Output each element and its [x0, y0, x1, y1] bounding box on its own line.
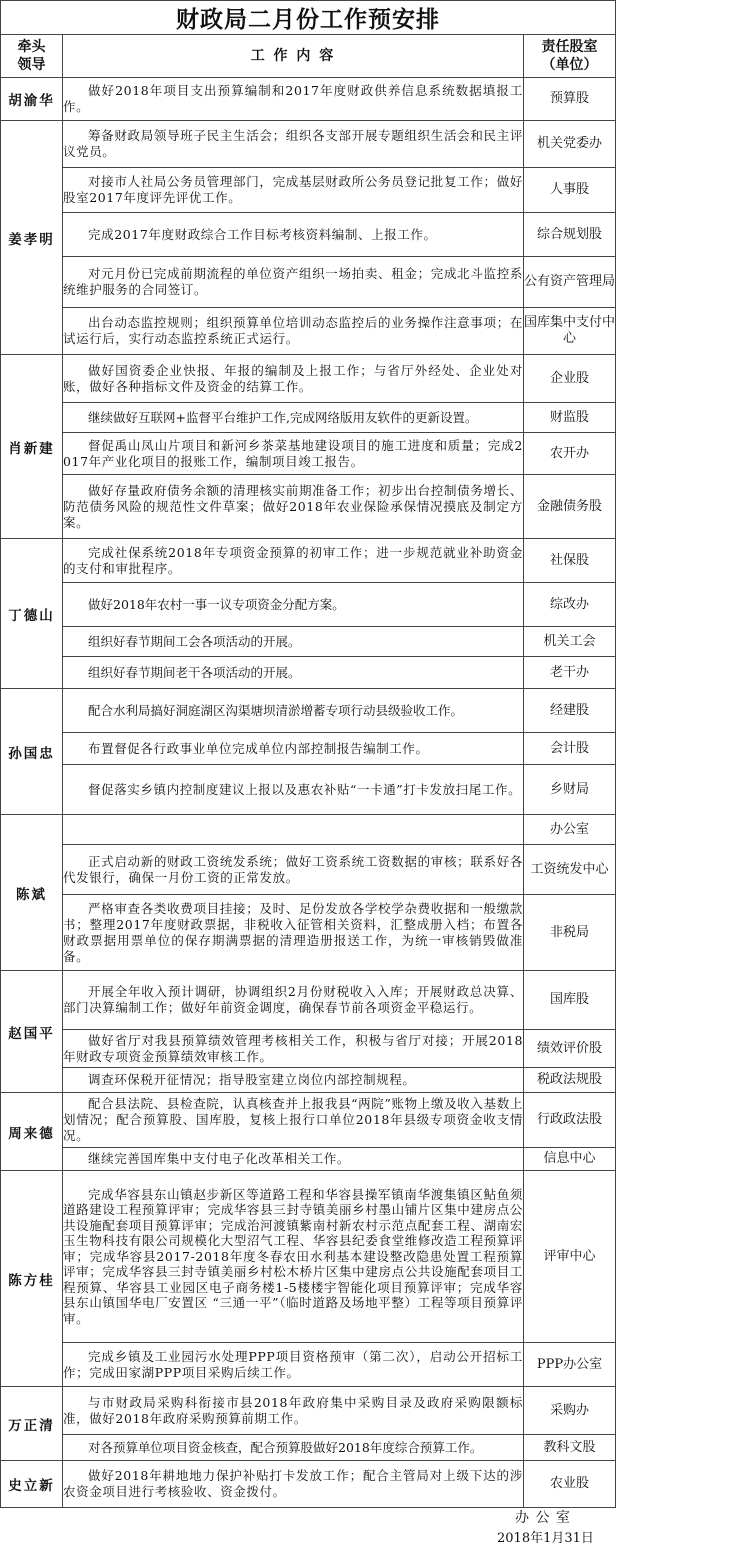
work-content: 继续完善国库集中支付电子化改革相关工作。: [63, 1148, 524, 1171]
responsible-dept: 综改办: [524, 583, 616, 627]
responsible-dept: 农开办: [524, 433, 616, 475]
work-content: 出台动态监控规则；组织预算单位培训动态监控后的业务操作注意事项；在试运行后，实行动态监控系统正式运行。: [63, 308, 524, 355]
footer-date: 2018年1月31日: [497, 1531, 594, 1546]
responsible-dept: 企业股: [524, 355, 616, 403]
table-row: [1, 121, 616, 168]
responsible-dept: 行政政法股: [524, 1093, 616, 1148]
work-content: 做好2018年项目支出预算编制和2017年度财政供养信息系统数据填报工作。: [63, 78, 524, 121]
work-content: 组织好春节期间工会各项活动的开展。: [63, 627, 524, 657]
table-row: [1, 657, 616, 689]
leader-name: 史立新: [1, 1461, 63, 1508]
work-content: 督促落实乡镇内控制度建议上报以及惠农补贴“一卡通”打卡发放扫尾工作。: [63, 765, 524, 815]
work-content: 对接市人社局公务员管理部门，完成基层财政所公务员登记批复工作；做好股室2017年度评先评优工作。: [63, 168, 524, 213]
table-row: [1, 1068, 616, 1093]
header-leader-line1: 牵头: [17, 39, 46, 55]
leader-name: 胡渝华: [1, 78, 63, 121]
work-content: 做好省厅对我县预算绩效管理考核相关工作，积极与省厅对接；开展2018年财政专项资金预算绩效审核工作。: [63, 1030, 524, 1068]
work-content: 对各预算单位项目资金核查，配合预算股做好2018年度综合预算工作。: [63, 1435, 524, 1461]
table-row: [1, 815, 616, 845]
table-row: [1, 733, 616, 765]
table-row: [1, 1343, 616, 1387]
work-content: 继续做好互联网+监督平台维护工作,完成网络版用友软件的更新设置。: [63, 403, 524, 433]
header-leader-line2: 领导: [17, 57, 46, 73]
title-row: [1, 1, 616, 35]
table-row: [1, 627, 616, 657]
leader-name: 孙国忠: [1, 689, 63, 815]
responsible-dept: 工资统发中心: [524, 845, 616, 895]
responsible-dept: 预算股: [524, 78, 616, 121]
work-content: 完成2017年度财政综合工作目标考核资料编制、上报工作。: [63, 213, 524, 257]
responsible-dept: 老干办: [524, 657, 616, 689]
leader-name: 陈方桂: [1, 1171, 63, 1387]
table-row: [1, 308, 616, 355]
responsible-dept: 机关工会: [524, 627, 616, 657]
work-content: 对元月份已完成前期流程的单位资产组织一场拍卖、租金；完成北斗监控系统维护服务的合同签订。: [63, 257, 524, 308]
responsible-dept: 税政法规股: [524, 1068, 616, 1093]
responsible-dept: 社保股: [524, 539, 616, 583]
responsible-dept: 信息中心: [524, 1148, 616, 1171]
leader-name: 姜孝明: [1, 121, 63, 355]
header-content: 工 作 内 容: [63, 35, 524, 78]
work-content: 完成华容县东山镇赵步新区等道路工程和华容县操军镇南华渡集镇区鲇鱼须道路建设工程预算评审；完成华容县三封寺镇美丽乡村墨山铺片区集中建房点公共设施配套项目预算评审；完成治河渡镇紫南村新农村示范点配套工程、湖南宏玉生物科技有限公司规模化大型沼气工程、华容县纪委食堂维修改造工程预算评审；完成华容县2017-2018年度冬春农田水利基本建设整改隐患处置工程预算评审；完成华容县三封寺镇美丽乡村松木桥片区集中建房点公共设施配套项目工程预算、华容县工业园区电子商务楼1-5楼楼宇智能化项目预算评审；完成华容县东山镇国华电厂安置区 “三通一平”（临时道路及场地平整）工程等项目预算评审。: [63, 1171, 524, 1343]
work-content: 督促禹山凤山片项目和新河乡茶菜基地建设项目的施工进度和质量；完成2017年产业化项目的报账工作，编制项目竣工报告。: [63, 433, 524, 475]
responsible-dept: 国库股: [524, 971, 616, 1030]
table-row: [1, 78, 616, 121]
table-row: [1, 583, 616, 627]
work-content: 配合县法院、县检查院，认真核查并上报我县“两院”账物上缴及收入基数上划情况；配合预算股、国库股，复核上报行口单位2018年县级专项资金收支情况。: [63, 1093, 524, 1148]
header-dept-line1: 责任股室: [541, 39, 598, 55]
table-row: [1, 433, 616, 475]
table-row: [1, 971, 616, 1030]
document-title: 财政局二月份工作预安排: [1, 1, 616, 35]
footer-office: 办 公 室: [515, 1510, 571, 1526]
work-content: 完成乡镇及工业园污水处理PPP项目资格预审（第二次），启动公开招标工作；完成田家湖PPP项目采购后续工作。: [63, 1343, 524, 1387]
leader-name: 肖新建: [1, 355, 63, 539]
table-row: [1, 845, 616, 895]
table-row: [1, 1461, 616, 1508]
work-content: 正式启动新的财政工资统发系统；做好工资系统工资数据的审核；联系好各代发银行，确保一月份工资的正常发放。: [63, 845, 524, 895]
work-content: 完成社保系统2018年专项资金预算的初审工作；进一步规范就业补助资金的支付和审批程序。: [63, 539, 524, 583]
work-content: 做好2018年农村一事一议专项资金分配方案。: [63, 583, 524, 627]
leader-name: 周来德: [1, 1093, 63, 1171]
responsible-dept: 办公室: [524, 815, 616, 845]
responsible-dept: 教科文股: [524, 1435, 616, 1461]
responsible-dept: 国库集中支付中心: [524, 308, 616, 355]
header-dept: [524, 35, 616, 78]
responsible-dept: 农业股: [524, 1461, 616, 1508]
responsible-dept: 采购办: [524, 1387, 616, 1435]
table-row: [1, 257, 616, 308]
leader-name: 陈斌: [1, 815, 63, 971]
responsible-dept: 金融债务股: [524, 475, 616, 539]
work-content: 调查环保税开征情况；指导股室建立岗位内部控制规程。: [63, 1068, 524, 1093]
leader-name: 赵国平: [1, 971, 63, 1093]
table-row: [1, 213, 616, 257]
work-content: 开展全年收入预计调研，协调组织2月份财税收入入库；开展财政总决算、部门决算编制工作；做好年前资金调度，确保春节前各项资金平稳运行。: [63, 971, 524, 1030]
responsible-dept: 公有资产管理局: [524, 257, 616, 308]
responsible-dept: PPP办公室: [524, 1343, 616, 1387]
work-content-empty: [63, 815, 524, 845]
table-row: [1, 1030, 616, 1068]
table-row: [1, 895, 616, 971]
work-content: 布置督促各行政事业单位完成单位内部控制报告编制工作。: [63, 733, 524, 765]
work-content: 做好2018年耕地地力保护补贴打卡发放工作；配合主管局对上级下达的涉农资金项目进行考核验收、资金拨付。: [63, 1461, 524, 1508]
header-dept-line2: （单位）: [541, 57, 598, 73]
work-content: 做好存量政府债务余额的清理核实前期准备工作；初步出台控制债务增长、防范债务风险的规范性文件草案；做好2018年农业保险承保情况摸底及制定方案。: [63, 475, 524, 539]
work-content: 与市财政局采购科衔接市县2018年政府集中采购目录及政府采购限额标准，做好2018年政府采购预算前期工作。: [63, 1387, 524, 1435]
table-row: [1, 168, 616, 213]
table-row: [1, 1435, 616, 1461]
table-row: [1, 539, 616, 583]
header-row: [1, 35, 616, 78]
responsible-dept: 会计股: [524, 733, 616, 765]
table-row: [1, 475, 616, 539]
work-content: 组织好春节期间老干各项活动的开展。: [63, 657, 524, 689]
responsible-dept: 机关党委办: [524, 121, 616, 168]
header-leader: [1, 35, 63, 78]
work-content: 筹备财政局领导班子民主生活会；组织各支部开展专题组织生活会和民主评议党员。: [63, 121, 524, 168]
responsible-dept: 综合规划股: [524, 213, 616, 257]
table-row: [1, 403, 616, 433]
responsible-dept: 评审中心: [524, 1171, 616, 1343]
work-content: 严格审查各类收费项目挂接；及时、足份发放各学校学杂费收据和一般缴款书；整理2017年度财政票据，非税收入征管相关资料，汇整成册入档；布置各财政票据用票单位的保存期满票据的清理造册报送工作，为统一审核销毁做准备。: [63, 895, 524, 971]
work-content: 做好国资委企业快报、年报的编制及上报工作；与省厅外经处、企业处对账，做好各种指标文件及资金的结算工作。: [63, 355, 524, 403]
table-row: [1, 765, 616, 815]
leader-name: 丁德山: [1, 539, 63, 689]
responsible-dept: 非税局: [524, 895, 616, 971]
responsible-dept: 绩效评价股: [524, 1030, 616, 1068]
table-row: [1, 1171, 616, 1343]
table-row: [1, 355, 616, 403]
responsible-dept: 人事股: [524, 168, 616, 213]
responsible-dept: 财监股: [524, 403, 616, 433]
table-row: [1, 1093, 616, 1148]
table-row: [1, 1148, 616, 1171]
table-row: [1, 1387, 616, 1435]
leader-name: 万正清: [1, 1387, 63, 1461]
responsible-dept: 乡财局: [524, 765, 616, 815]
table-row: [1, 689, 616, 733]
responsible-dept: 经建股: [524, 689, 616, 733]
work-content: 配合水利局搞好洞庭湖区沟渠塘坝清淤增蓄专项行动县级验收工作。: [63, 689, 524, 733]
